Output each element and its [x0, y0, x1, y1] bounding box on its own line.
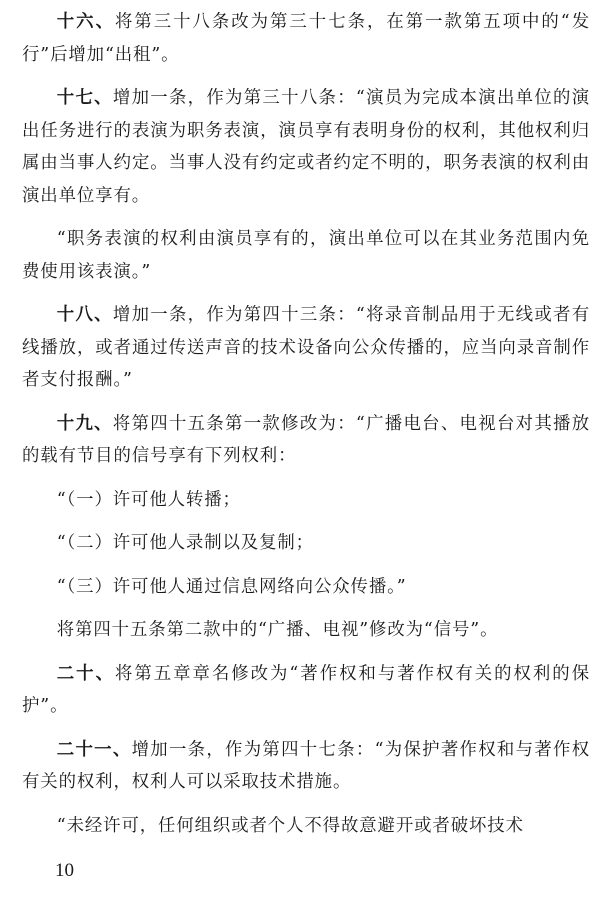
paragraph-text: 将第四十五条第一款修改为：“广播电台、电视台对其播放的载有节目的信号享有下列权利：	[22, 413, 591, 466]
amendment-heading: 十八、	[56, 305, 113, 325]
paragraph-amendment-17	[22, 82, 590, 212]
paragraph-list-item	[22, 571, 590, 604]
page-number: 10	[55, 860, 74, 881]
paragraph-amendment-16	[22, 6, 590, 71]
paragraph-list-item	[22, 484, 590, 517]
paragraph-list-item	[22, 527, 590, 560]
paragraph-plain	[22, 614, 590, 647]
paragraph-quote	[22, 223, 590, 288]
paragraph-text: “未经许可，任何组织或者个人不得故意避开或者破坏技术	[56, 815, 524, 836]
paragraph-text: 增加一条，作为第四十七条：“为保护著作权和与著作权有关的权利，权利人可以采取技术措施。	[22, 739, 590, 792]
paragraph-text: “（一）许可他人转播；	[56, 489, 241, 510]
amendment-heading: 二十、	[56, 663, 115, 684]
paragraph-amendment-20	[22, 658, 590, 723]
paragraph-amendment-19	[22, 408, 590, 473]
paragraph-text: 增加一条，作为第三十八条：“演员为完成本演出单位的演出任务进行的表演为职务表演，演员享有表明身份的权利，其他权利归属由当事人约定。当事人没有约定或者约定不明的，职务表演的权利由演出单位享有。	[22, 88, 591, 206]
paragraph-amendment-18	[22, 299, 590, 397]
paragraph-text: “职务表演的权利由演员享有的，演出单位可以在其业务范围内免费使用该表演。”	[22, 229, 590, 282]
paragraph-text: 将第四十五条第二款中的“广播、电视”修改为“信号”。	[56, 620, 499, 640]
document-body	[22, 6, 590, 853]
amendment-heading: 十九、	[56, 413, 113, 434]
paragraph-text: “（三）许可他人通过信息网络向公众传播。”	[56, 576, 407, 597]
amendment-heading: 二十一、	[56, 739, 132, 760]
amendment-heading: 十六、	[56, 12, 115, 32]
paragraph-quote	[22, 810, 590, 843]
paragraph-text: 将第三十八条改为第三十七条，在第一款第五项中的“发行”后增加“出租”。	[22, 12, 590, 65]
paragraph-amendment-21	[22, 734, 590, 799]
paragraph-text: 增加一条，作为第四十三条：“将录音制品用于无线或者有线播放，或者通过传送声音的技术设备向公众传播的，应当向录音制作者支付报酬。”	[22, 305, 591, 390]
amendment-heading: 十七、	[56, 88, 113, 108]
paragraph-text: 将第五章章名修改为“著作权和与著作权有关的权利的保护”。	[22, 663, 590, 716]
paragraph-text: “（二）许可他人录制以及复制；	[56, 533, 314, 553]
